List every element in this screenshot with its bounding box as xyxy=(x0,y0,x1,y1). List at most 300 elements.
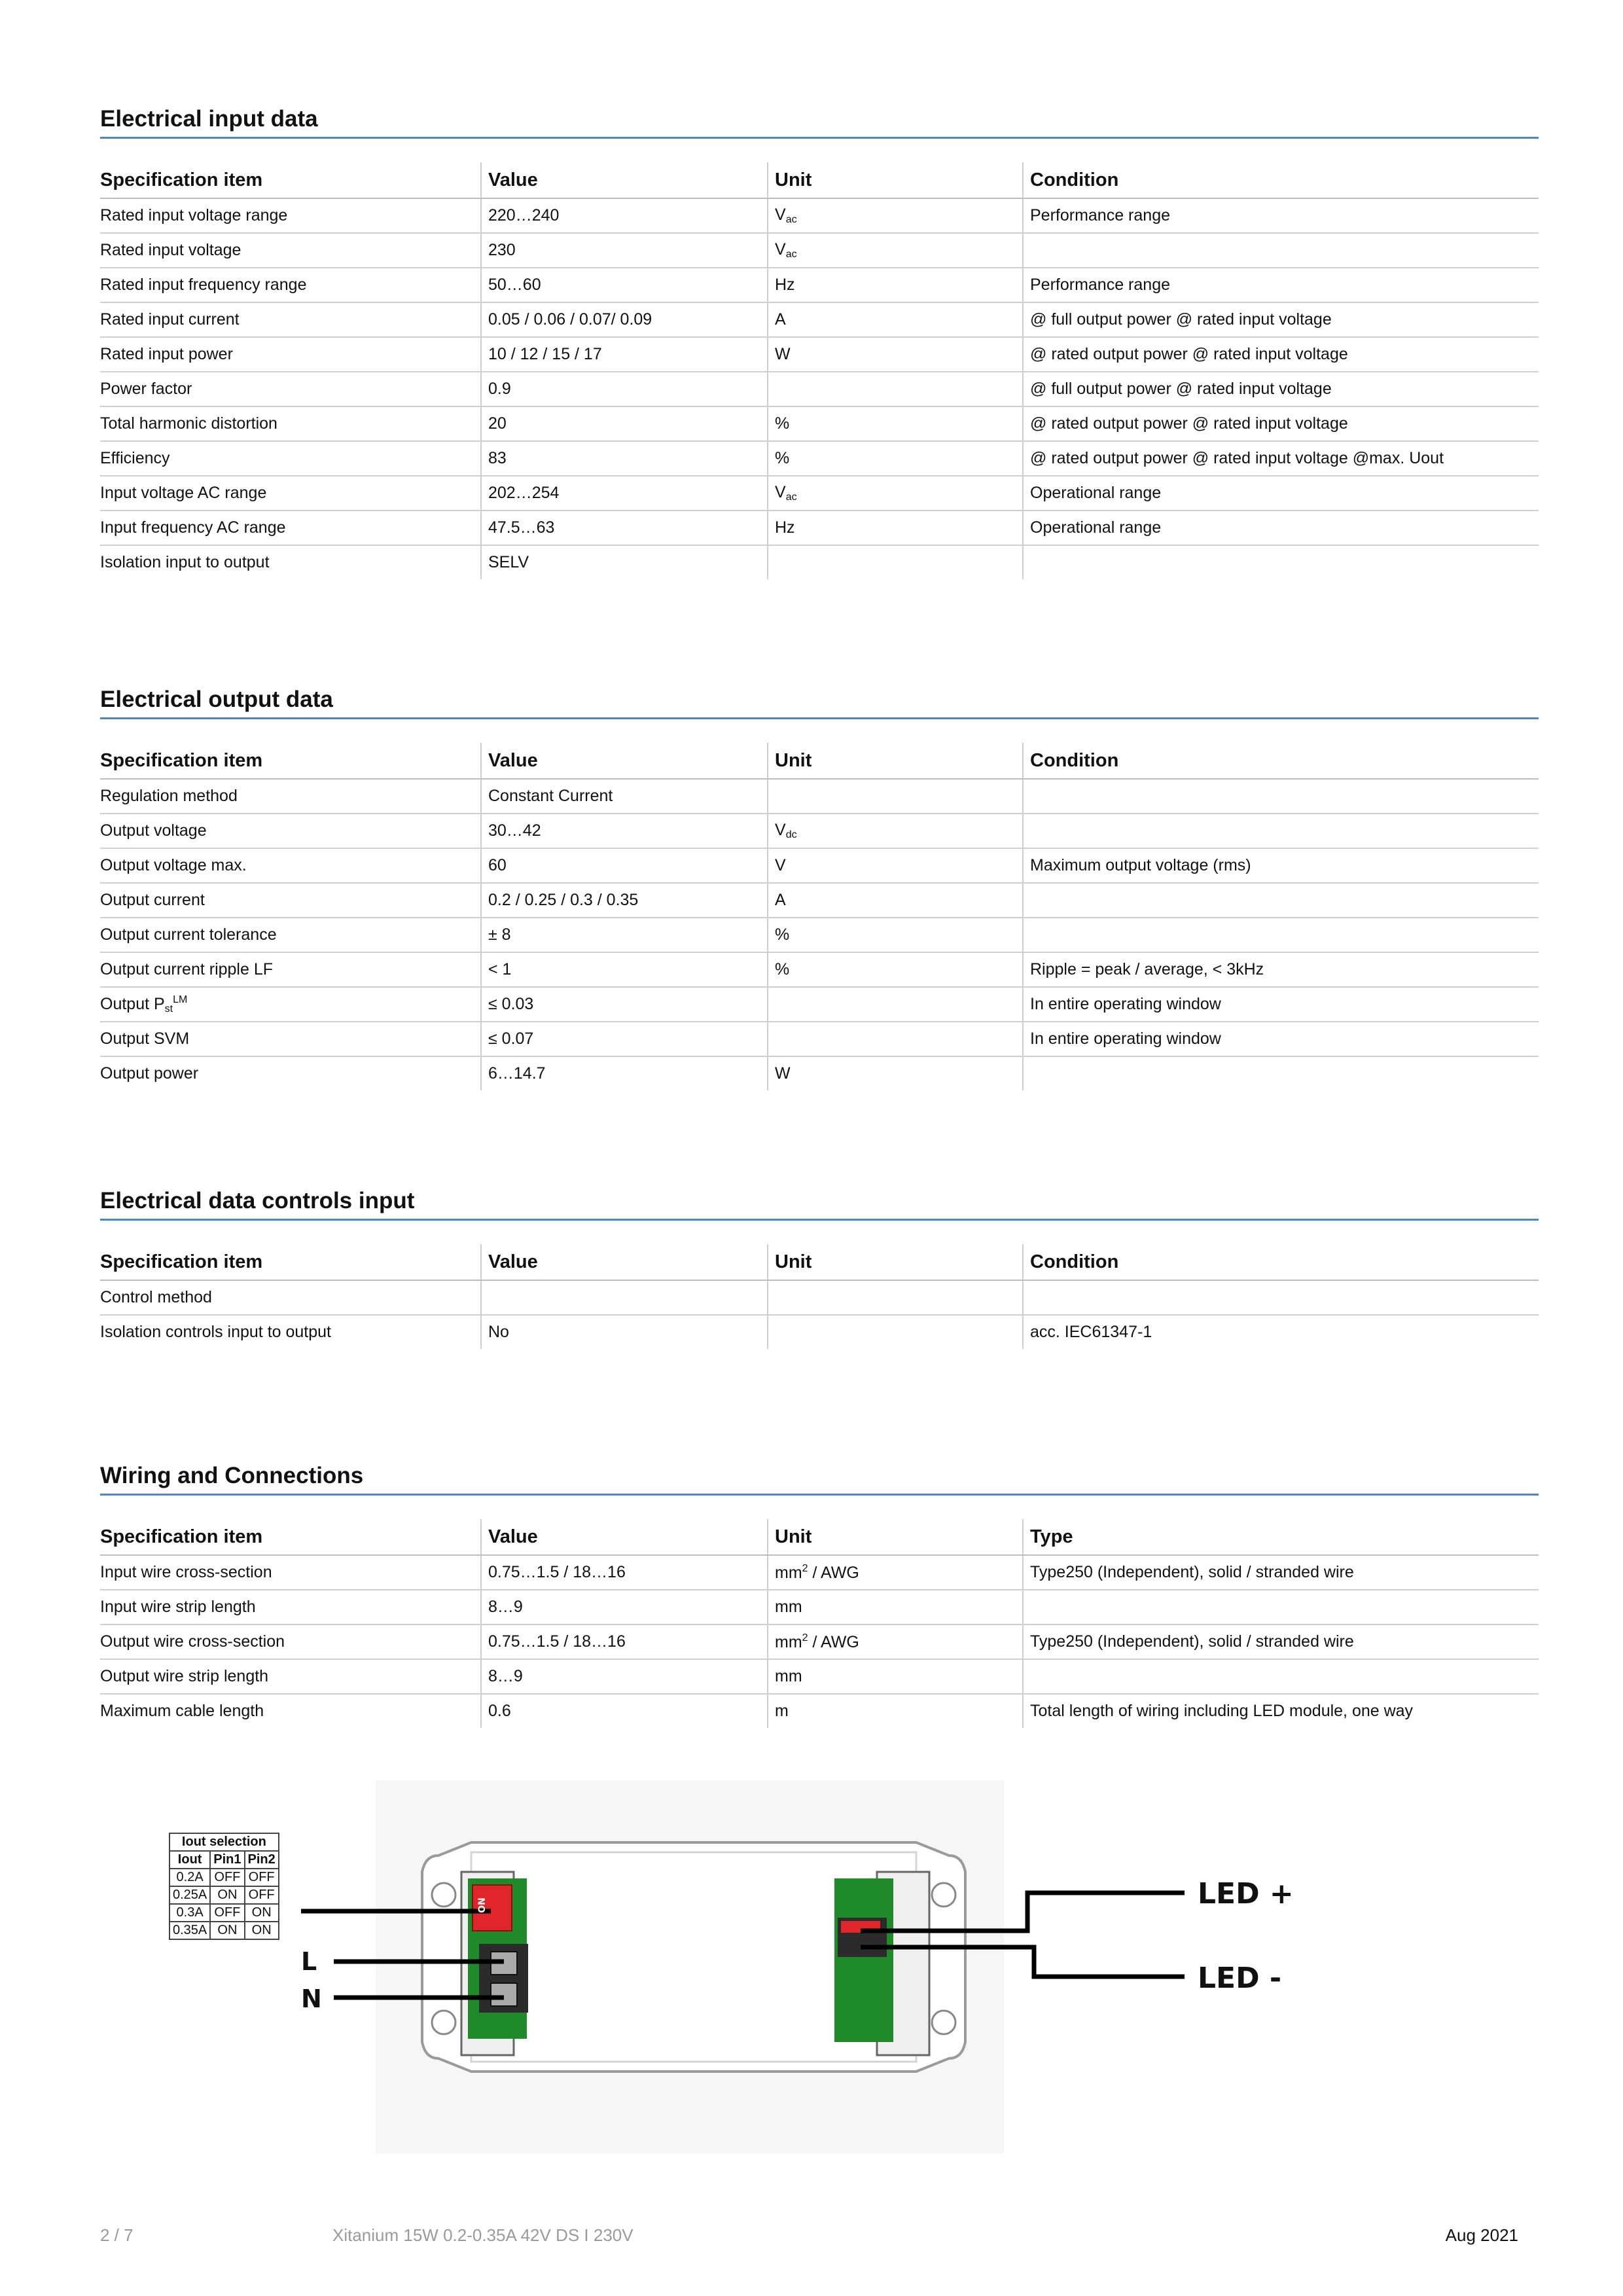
table-row xyxy=(100,1315,1539,1349)
spec-item-text: Rated input voltage range xyxy=(100,206,288,224)
spec-value-text: 0.2 / 0.25 / 0.3 / 0.35 xyxy=(488,891,639,909)
spec-unit-cell xyxy=(768,848,1023,883)
table-row xyxy=(100,1624,1539,1659)
spec-condition-text: Type250 (Independent), solid / stranded wire xyxy=(1030,1563,1354,1581)
section-wiring xyxy=(100,1458,1539,1728)
spec-unit-cell xyxy=(768,1659,1023,1694)
spec-item-text: Total harmonic distortion xyxy=(100,414,277,433)
output-pcb xyxy=(834,1878,893,2042)
table-row xyxy=(100,779,1539,814)
spec-item-text: Power factor xyxy=(100,380,192,398)
table-row xyxy=(100,233,1539,268)
column-header: Specification item xyxy=(100,1519,481,1555)
column-header: Value xyxy=(481,1244,768,1280)
column-header: Pin2 xyxy=(245,1851,279,1869)
spec-item-cell xyxy=(100,1280,481,1315)
spec-value-text: SELV xyxy=(488,553,529,571)
column-header: Pin1 xyxy=(210,1851,244,1869)
column-header: Specification item xyxy=(100,162,481,198)
spec-value-cell xyxy=(481,779,768,814)
spec-unit-text: mm xyxy=(775,1598,802,1616)
spec-value-text: 83 xyxy=(488,449,507,467)
table-row xyxy=(100,1022,1539,1056)
spec-item-cell xyxy=(100,779,481,814)
spec-item-text: Output wire cross-section xyxy=(100,1632,285,1651)
spec-unit-cell xyxy=(768,1694,1023,1728)
spec-unit-subscript: ac xyxy=(785,249,797,260)
spec-value-cell xyxy=(481,848,768,883)
spec-item-text: Output current xyxy=(100,891,205,909)
table-body xyxy=(100,779,1539,1090)
spec-condition-cell xyxy=(1023,1315,1539,1349)
spec-unit-text: A xyxy=(775,310,786,329)
spec-condition-cell xyxy=(1023,779,1539,814)
spec-condition-text: @ rated output power @ rated input voltage xyxy=(1030,345,1348,363)
spec-condition-text: @ rated output power @ rated input voltage xyxy=(1030,414,1348,433)
led-plus-label: LED + xyxy=(1198,1877,1294,1910)
spec-unit-text: A xyxy=(775,891,786,909)
spec-condition-text: Operational range xyxy=(1030,518,1162,537)
spec-item-cell xyxy=(100,1624,481,1659)
spec-item-cell xyxy=(100,987,481,1022)
table-row xyxy=(169,1904,279,1922)
spec-value-text: 8…9 xyxy=(488,1667,523,1685)
spec-condition-cell xyxy=(1023,814,1539,848)
spec-value-text: 60 xyxy=(488,856,507,874)
spec-value-text: 30…42 xyxy=(488,821,541,840)
spec-item-cell xyxy=(100,1590,481,1624)
spec-condition-cell xyxy=(1023,952,1539,987)
wiring-diagram xyxy=(164,1780,1315,2160)
spec-value-text: ≤ 0.03 xyxy=(488,995,534,1013)
spec-item-cell xyxy=(100,268,481,302)
spec-condition-cell xyxy=(1023,1694,1539,1728)
spec-condition-text: Operational range xyxy=(1030,484,1162,502)
spec-unit-cell xyxy=(768,337,1023,372)
spec-value-cell xyxy=(481,1022,768,1056)
spec-condition-cell xyxy=(1023,372,1539,406)
table-row xyxy=(100,952,1539,987)
spec-value-cell xyxy=(481,883,768,918)
output-spec-table xyxy=(100,743,1539,1090)
table-row xyxy=(100,1555,1539,1590)
table-row xyxy=(100,406,1539,441)
spec-value-cell xyxy=(481,952,768,987)
spec-value-cell xyxy=(481,987,768,1022)
spec-value-cell xyxy=(481,337,768,372)
spec-item-cell xyxy=(100,406,481,441)
spec-condition-text: Ripple = peak / average, < 3kHz xyxy=(1030,960,1264,978)
cell: OFF xyxy=(210,1904,244,1922)
spec-unit-text: m xyxy=(775,1702,789,1720)
column-header: Unit xyxy=(768,162,1023,198)
spec-unit-subscript: ac xyxy=(785,492,797,503)
spec-value-cell xyxy=(481,1280,768,1315)
spec-unit-superscript: 2 xyxy=(802,1632,808,1643)
spec-item-cell xyxy=(100,476,481,511)
spec-item-cell xyxy=(100,511,481,545)
spec-item-text: Rated input power xyxy=(100,345,233,363)
column-header: Unit xyxy=(768,1244,1023,1280)
driver-illustration xyxy=(164,1780,1315,2160)
spec-item-text: Output wire strip length xyxy=(100,1667,269,1685)
spec-value-cell xyxy=(481,198,768,233)
spec-value-cell xyxy=(481,814,768,848)
spec-item-text: Output current tolerance xyxy=(100,925,277,944)
spec-value-cell xyxy=(481,302,768,337)
section-controls-input xyxy=(100,1183,1539,1349)
spec-item-text: Rated input current xyxy=(100,310,240,329)
column-header: Condition xyxy=(1023,162,1539,198)
spec-item-text: Output P xyxy=(100,994,165,1013)
spec-item-text: Maximum cable length xyxy=(100,1702,264,1720)
spec-condition-cell xyxy=(1023,406,1539,441)
spec-unit-cell xyxy=(768,987,1023,1022)
spec-unit-cell xyxy=(768,1022,1023,1056)
spec-condition-cell xyxy=(1023,441,1539,476)
cell: ON xyxy=(210,1886,244,1904)
section-title: Electrical output data xyxy=(100,682,1539,719)
spec-item-cell xyxy=(100,372,481,406)
spec-unit-cell xyxy=(768,814,1023,848)
iout-selection-table xyxy=(169,1833,279,1940)
spec-condition-cell xyxy=(1023,1555,1539,1590)
section-title: Electrical input data xyxy=(100,101,1539,139)
spec-item-text: Rated input frequency range xyxy=(100,276,307,294)
spec-item-text: Isolation controls input to output xyxy=(100,1323,332,1341)
spec-unit-subscript: ac xyxy=(785,214,797,225)
spec-item-cell xyxy=(100,441,481,476)
spec-item-text: Isolation input to output xyxy=(100,553,270,571)
section-electrical-output xyxy=(100,682,1539,1090)
spec-item-cell xyxy=(100,848,481,883)
input-terminal-slot xyxy=(491,1983,517,2006)
spec-unit-text: % xyxy=(775,960,790,978)
spec-item-text: Input wire strip length xyxy=(100,1598,256,1616)
spec-condition-text: Performance range xyxy=(1030,206,1171,224)
spec-item-text: Input voltage AC range xyxy=(100,484,267,502)
table-body xyxy=(100,1280,1539,1349)
spec-unit-cell xyxy=(768,545,1023,579)
spec-unit-cell xyxy=(768,1056,1023,1090)
column-header: Specification item xyxy=(100,743,481,779)
spec-value-text: 20 xyxy=(488,414,507,433)
spec-value-text: < 1 xyxy=(488,960,512,978)
spec-unit-text: W xyxy=(775,345,791,363)
spec-condition-cell xyxy=(1023,883,1539,918)
cell: OFF xyxy=(245,1869,279,1886)
spec-condition-cell xyxy=(1023,337,1539,372)
spec-condition-text: @ rated output power @ rated input voltage @max. Uout xyxy=(1030,449,1444,467)
table-body xyxy=(100,1555,1539,1728)
spec-condition-cell xyxy=(1023,1056,1539,1090)
spec-value-text: 50…60 xyxy=(488,276,541,294)
spec-value-cell xyxy=(481,406,768,441)
table-row xyxy=(169,1922,279,1939)
spec-item-text: Control method xyxy=(100,1288,212,1306)
spec-unit-cell xyxy=(768,441,1023,476)
spec-value-text: 8…9 xyxy=(488,1598,523,1616)
iout-header-row xyxy=(169,1851,279,1869)
table-row xyxy=(100,848,1539,883)
table-row xyxy=(100,918,1539,952)
spec-condition-cell xyxy=(1023,1624,1539,1659)
table-header-row xyxy=(100,743,1539,779)
spec-item-text: Output voltage max. xyxy=(100,856,247,874)
column-header: Unit xyxy=(768,743,1023,779)
spec-unit-cell xyxy=(768,1280,1023,1315)
input-spec-table xyxy=(100,162,1539,579)
spec-item-text: Rated input voltage xyxy=(100,241,241,259)
cell: 0.2A xyxy=(169,1869,210,1886)
table-row xyxy=(100,337,1539,372)
iout-title: Iout selection xyxy=(169,1833,279,1851)
spec-item-text: Input wire cross-section xyxy=(100,1563,272,1581)
spec-unit-cell xyxy=(768,476,1023,511)
column-header: Unit xyxy=(768,1519,1023,1555)
table-row xyxy=(100,302,1539,337)
spec-condition-cell xyxy=(1023,198,1539,233)
spec-item-cell xyxy=(100,918,481,952)
spec-condition-cell xyxy=(1023,918,1539,952)
spec-item-cell xyxy=(100,952,481,987)
spec-item-cell xyxy=(100,814,481,848)
spec-value-text: 0.75…1.5 / 18…16 xyxy=(488,1632,626,1651)
neutral-label: N xyxy=(301,1984,322,2013)
cell: ON xyxy=(245,1904,279,1922)
table-row xyxy=(169,1869,279,1886)
section-title: Electrical data controls input xyxy=(100,1183,1539,1221)
table-row xyxy=(100,1590,1539,1624)
spec-value-text: Constant Current xyxy=(488,787,613,805)
spec-value-cell xyxy=(481,1315,768,1349)
spec-unit-text: % xyxy=(775,925,790,944)
spec-value-text: 202…254 xyxy=(488,484,560,502)
spec-value-text: 10 / 12 / 15 / 17 xyxy=(488,345,602,363)
spec-item-cell xyxy=(100,1659,481,1694)
page-number: 2 / 7 xyxy=(100,2225,134,2245)
spec-condition-cell xyxy=(1023,848,1539,883)
spec-value-cell xyxy=(481,441,768,476)
spec-condition-cell xyxy=(1023,233,1539,268)
mounting-hole-bottom-left xyxy=(432,2011,455,2034)
spec-unit-cell xyxy=(768,883,1023,918)
table-row xyxy=(100,1659,1539,1694)
spec-condition-text: Maximum output voltage (rms) xyxy=(1030,856,1251,874)
spec-value-cell xyxy=(481,1056,768,1090)
spec-unit-cell xyxy=(768,268,1023,302)
column-header: Type xyxy=(1023,1519,1539,1555)
table-body xyxy=(100,198,1539,579)
spec-item-text: Regulation method xyxy=(100,787,238,805)
spec-condition-cell xyxy=(1023,1280,1539,1315)
column-header: Value xyxy=(481,1519,768,1555)
cell: OFF xyxy=(210,1869,244,1886)
spec-unit-text: V xyxy=(775,483,786,501)
dip-on-label: ON xyxy=(476,1897,488,1913)
cell: OFF xyxy=(245,1886,279,1904)
spec-unit-cell xyxy=(768,233,1023,268)
spec-value-text: 0.75…1.5 / 18…16 xyxy=(488,1563,626,1581)
spec-item-cell xyxy=(100,233,481,268)
spec-value-text: 6…14.7 xyxy=(488,1064,546,1083)
spec-value-text: 220…240 xyxy=(488,206,560,224)
spec-item-text: Output power xyxy=(100,1064,199,1083)
spec-unit-text: % xyxy=(775,449,790,467)
spec-value-cell xyxy=(481,1555,768,1590)
spec-unit-cell xyxy=(768,779,1023,814)
controls-spec-table xyxy=(100,1244,1539,1349)
cell: 0.25A xyxy=(169,1886,210,1904)
spec-condition-cell xyxy=(1023,268,1539,302)
spec-condition-text: In entire operating window xyxy=(1030,995,1221,1013)
table-row xyxy=(100,198,1539,233)
spec-unit-cell xyxy=(768,406,1023,441)
spec-condition-cell xyxy=(1023,1022,1539,1056)
cell: ON xyxy=(245,1922,279,1939)
spec-value-cell xyxy=(481,511,768,545)
spec-item-subscript: st xyxy=(164,1003,173,1014)
spec-item-cell xyxy=(100,1694,481,1728)
mounting-hole-bottom-right xyxy=(932,2011,955,2034)
spec-condition-text: Type250 (Independent), solid / stranded wire xyxy=(1030,1632,1354,1651)
spec-condition-text: Total length of wiring including LED module, one way xyxy=(1030,1702,1414,1720)
spec-value-text: 0.6 xyxy=(488,1702,511,1720)
spec-item-text: Efficiency xyxy=(100,449,170,467)
spec-condition-cell xyxy=(1023,987,1539,1022)
spec-condition-cell xyxy=(1023,1590,1539,1624)
spec-condition-text: acc. IEC61347-1 xyxy=(1030,1323,1152,1341)
spec-condition-text: @ full output power @ rated input voltage xyxy=(1030,380,1332,398)
spec-value-cell xyxy=(481,1694,768,1728)
spec-item-cell xyxy=(100,883,481,918)
section-electrical-input xyxy=(100,101,1539,579)
column-header: Value xyxy=(481,743,768,779)
spec-unit-text: mm xyxy=(775,1667,802,1685)
table-row xyxy=(100,1056,1539,1090)
mounting-hole-top-left xyxy=(432,1883,455,1907)
spec-unit-text: mm xyxy=(775,1563,802,1582)
spec-item-cell xyxy=(100,1022,481,1056)
table-header-row xyxy=(100,1244,1539,1280)
spec-item-cell xyxy=(100,198,481,233)
spec-unit-cell xyxy=(768,1315,1023,1349)
spec-unit-superscript: 2 xyxy=(802,1562,808,1574)
spec-unit-cell xyxy=(768,1555,1023,1590)
spec-unit-text: Hz xyxy=(775,276,795,294)
table-row xyxy=(100,545,1539,579)
table-row xyxy=(100,476,1539,511)
spec-value-cell xyxy=(481,1590,768,1624)
spec-item-text: Output current ripple LF xyxy=(100,960,274,978)
section-title: Wiring and Connections xyxy=(100,1458,1539,1496)
product-name: Xitanium 15W 0.2-0.35A 42V DS I 230V xyxy=(332,2225,633,2245)
spec-value-cell xyxy=(481,1624,768,1659)
cell: 0.35A xyxy=(169,1922,210,1939)
spec-value-text: 0.05 / 0.06 / 0.07/ 0.09 xyxy=(488,310,652,329)
spec-unit-cell xyxy=(768,918,1023,952)
spec-condition-text: @ full output power @ rated input voltage xyxy=(1030,310,1332,329)
spec-item-superscript: LM xyxy=(173,994,188,1005)
column-header: Condition xyxy=(1023,1244,1539,1280)
line-label: L xyxy=(301,1947,317,1976)
iout-title-row xyxy=(169,1833,279,1851)
spec-condition-cell xyxy=(1023,545,1539,579)
led-minus-label: LED - xyxy=(1198,1962,1282,1995)
document-date: Aug 2021 xyxy=(1445,2225,1518,2245)
spec-unit-cell xyxy=(768,372,1023,406)
table-row xyxy=(169,1886,279,1904)
wiring-spec-table xyxy=(100,1519,1539,1728)
spec-value-text: 47.5…63 xyxy=(488,518,555,537)
table-row xyxy=(100,441,1539,476)
spec-value-cell xyxy=(481,918,768,952)
column-header: Value xyxy=(481,162,768,198)
spec-unit-text: V xyxy=(775,206,786,224)
spec-unit-cell xyxy=(768,302,1023,337)
spec-unit-cell xyxy=(768,1624,1023,1659)
spec-unit-text: mm xyxy=(775,1632,802,1651)
spec-item-text: Input frequency AC range xyxy=(100,518,286,537)
spec-unit-subscript: dc xyxy=(785,829,797,840)
spec-unit-text: % xyxy=(775,414,790,433)
table-header-row xyxy=(100,1519,1539,1555)
spec-item-text: Output SVM xyxy=(100,1030,190,1048)
table-row xyxy=(100,372,1539,406)
spec-condition-cell xyxy=(1023,511,1539,545)
spec-item-text: Output voltage xyxy=(100,821,207,840)
spec-unit-text: W xyxy=(775,1064,791,1083)
spec-unit-cell xyxy=(768,952,1023,987)
spec-item-cell xyxy=(100,545,481,579)
spec-item-cell xyxy=(100,1555,481,1590)
cell: ON xyxy=(210,1922,244,1939)
spec-condition-text: In entire operating window xyxy=(1030,1030,1221,1048)
column-header: Condition xyxy=(1023,743,1539,779)
spec-condition-cell xyxy=(1023,476,1539,511)
spec-unit-text: Hz xyxy=(775,518,795,537)
spec-value-cell xyxy=(481,1659,768,1694)
spec-value-cell xyxy=(481,545,768,579)
cell: 0.3A xyxy=(169,1904,210,1922)
spec-unit-cell xyxy=(768,198,1023,233)
spec-value-text: No xyxy=(488,1323,509,1341)
table-row xyxy=(100,987,1539,1022)
spec-unit-suffix: / AWG xyxy=(808,1632,859,1651)
spec-value-text: ≤ 0.07 xyxy=(488,1030,534,1048)
spec-value-text: ± 8 xyxy=(488,925,511,944)
table-row xyxy=(100,511,1539,545)
spec-condition-text: Performance range xyxy=(1030,276,1171,294)
column-header: Iout xyxy=(169,1851,210,1869)
table-row xyxy=(100,814,1539,848)
spec-value-cell xyxy=(481,372,768,406)
mounting-hole-top-right xyxy=(932,1883,955,1907)
spec-unit-text: V xyxy=(775,821,786,839)
spec-condition-cell xyxy=(1023,1659,1539,1694)
spec-unit-text: V xyxy=(775,856,786,874)
spec-unit-cell xyxy=(768,1590,1023,1624)
spec-value-text: 0.9 xyxy=(488,380,511,398)
table-row xyxy=(100,1694,1539,1728)
spec-item-cell xyxy=(100,1315,481,1349)
table-row xyxy=(100,268,1539,302)
table-header-row xyxy=(100,162,1539,198)
table-row xyxy=(100,883,1539,918)
table-row xyxy=(100,1280,1539,1315)
column-header: Specification item xyxy=(100,1244,481,1280)
spec-item-cell xyxy=(100,302,481,337)
